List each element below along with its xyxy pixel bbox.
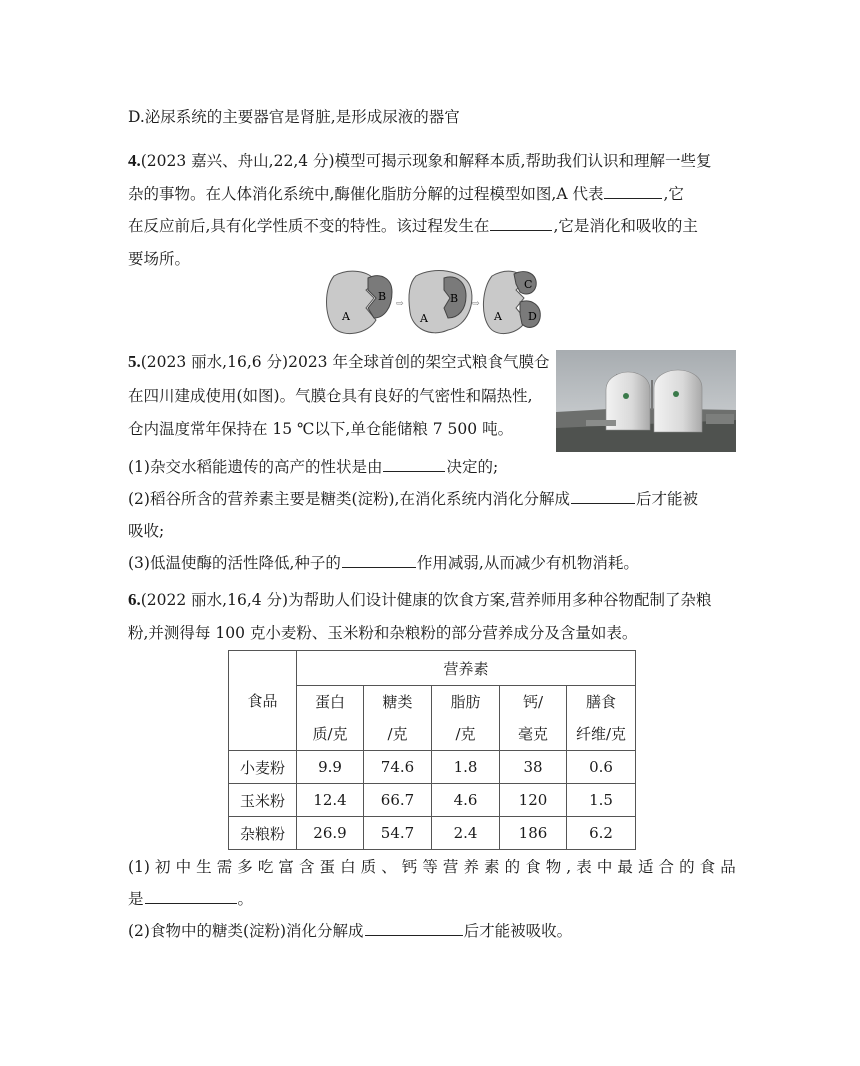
q6-sub-1-char: 富 (278, 858, 294, 876)
table-cell: 1.5 (567, 784, 636, 817)
q6-source: (2022 丽水,16,4 分) (140, 591, 289, 609)
header-fiber: 膳食 纤维/克 (567, 686, 636, 751)
q5-blank-2[interactable] (571, 488, 635, 504)
q6-sub-1-char: 适 (637, 858, 654, 876)
stage-2 (409, 271, 472, 333)
table-cell: 66.7 (364, 784, 432, 817)
q6-sub-1 (128, 856, 736, 878)
header-fat: 脂肪 /克 (432, 686, 500, 751)
table-cell: 38 (500, 751, 567, 784)
q4-number: 4. (128, 151, 141, 170)
label-b-1: B (378, 290, 387, 303)
q5-sub-3: (3)低温使酶的活性降低,种子的 作用减弱,从而减少有机物消耗。 (128, 554, 639, 572)
q5-sub-1: (1)杂交水稻能遗传的高产的性状是由 决定的; (128, 458, 499, 476)
q4-line-3: 在反应前后,具有化学性质不变的特性。该过程发生在 ,它是消化和吸收的主 (128, 217, 698, 235)
table-cell: 26.9 (297, 817, 364, 850)
table-cell: 2.4 (432, 817, 500, 850)
table-row (229, 817, 636, 850)
q6-sub-1-cont: 是 。 (128, 890, 254, 908)
table-cell: 9.9 (297, 751, 364, 784)
table-cell: 1.8 (432, 751, 500, 784)
q6-sub-1-char: 的 (679, 858, 695, 876)
q5-line-3: 仓内温度常年保持在 15 ℃以下,单仓能储粮 7 500 吨。 (128, 420, 514, 438)
q4-source: (2023 嘉兴、舟山,22,4 分) (140, 152, 335, 170)
food-name: 小麦粉 (229, 751, 297, 784)
q5-sub-2: (2)稻谷所含的营养素主要是糖类(淀粉),在消化系统内消化分解成 后才能被 (128, 490, 698, 508)
q6-sub-1-char: 等 (422, 858, 438, 876)
q6-sub-1-char: 钙 (401, 858, 418, 876)
label-a-2: A (420, 312, 428, 325)
q5-blank-1[interactable] (383, 456, 445, 472)
food-header: 食品 (229, 651, 297, 751)
q6-sub-1-char: 中 (596, 858, 613, 876)
table-row (229, 751, 636, 784)
q6-sub-1-char: 最 (617, 858, 633, 876)
q6-sub-1-char: 生 (196, 858, 212, 876)
q5-blank-3[interactable] (342, 552, 416, 568)
label-a-3: A (494, 310, 502, 323)
nutrition-table (228, 650, 636, 850)
q6-sub-1-char: 养 (463, 858, 479, 876)
table-cell: 4.6 (432, 784, 500, 817)
q6-sub-1-char: 中 (175, 858, 192, 876)
table-row (229, 784, 636, 817)
q6-sub-1-char: 含 (298, 858, 315, 876)
q6-sub-1-char: 表 (576, 858, 592, 876)
q3-option-d: D.泌尿系统的主要器官是肾脏,是形成尿液的器官 (128, 108, 460, 126)
q4-line-4: 要场所。 (128, 250, 191, 268)
q6-sub-1-char: 品 (720, 858, 736, 876)
q6-sub-1-char: 物 (545, 858, 562, 876)
food-name: 杂粮粉 (229, 817, 297, 850)
q6-sub-1-char: (1) (128, 858, 150, 876)
table-cell: 54.7 (364, 817, 432, 850)
table-cell: 186 (500, 817, 567, 850)
enzyme-model-diagram (322, 268, 544, 338)
q5-sub-2-cont: 吸收; (128, 522, 165, 540)
q6-line-1: 6.(2022 丽水,16,4 分)为帮助人们设计健康的饮食方案,营养师用多种谷物配制了杂粮 (128, 590, 712, 609)
table-cell: 6.2 (567, 817, 636, 850)
label-b-2: B (450, 292, 459, 305)
arrow-2: ⇨ (472, 299, 480, 309)
q5-number: 5. (128, 352, 141, 371)
q6-line-2: 粉,并测得每 100 克小麦粉、玉米粉和杂粮粉的部分营养成分及含量如表。 (128, 624, 638, 642)
q6-sub-2: (2)食物中的糖类(淀粉)消化分解成 后才能被吸收。 (128, 922, 573, 940)
q6-number: 6. (128, 590, 141, 609)
header-protein: 蛋白 质/克 (297, 686, 364, 751)
table-cell: 0.6 (567, 751, 636, 784)
q4-line-2: 杂的事物。在人体消化系统中,酶催化脂肪分解的过程模型如图,A 代表 ,它 (128, 185, 684, 203)
table-cell: 74.6 (364, 751, 432, 784)
label-c: C (524, 278, 533, 291)
q6-sub-1-char: , (566, 858, 572, 876)
q6-blank-1[interactable] (145, 888, 237, 904)
q6-sub-1-char: 质 (360, 858, 377, 876)
q6-sub-1-char: 需 (216, 858, 233, 876)
q4-blank-2[interactable] (490, 215, 552, 231)
arrow-1: ⇨ (396, 299, 404, 309)
table-cell: 12.4 (297, 784, 364, 817)
food-name: 玉米粉 (229, 784, 297, 817)
stage-3 (483, 271, 540, 333)
table-cell: 120 (500, 784, 567, 817)
q6-sub-1-char: 食 (699, 858, 716, 876)
q6-sub-1-char: 蛋 (319, 858, 336, 876)
nutrient-group-header: 营养素 (297, 651, 636, 686)
q6-sub-1-char: 食 (525, 858, 541, 876)
q5-line-1: 5.(2023 丽水,16,6 分)2023 年全球首创的架空式粮食气膜仓 (128, 352, 550, 371)
air-membrane-silo-photo (556, 350, 736, 452)
silo-right (654, 370, 702, 432)
stage-1 (327, 271, 393, 333)
q5-line-2: 在四川建成使用(如图)。气膜仓具有良好的气密性和隔热性, (128, 387, 533, 405)
q6-sub-1-char: 营 (442, 858, 459, 876)
label-a-1: A (342, 310, 350, 323)
q6-sub-1-char: 合 (658, 858, 675, 876)
q6-sub-1-char: 吃 (257, 858, 274, 876)
q6-sub-1-char: 多 (237, 858, 253, 876)
q5-source: (2023 丽水,16,6 分) (140, 353, 289, 371)
header-carbs: 糖类 /克 (364, 686, 432, 751)
q4-line-1: 4.(2023 嘉兴、舟山,22,4 分)模型可揭示现象和解释本质,帮助我们认识和理解一些复 (128, 151, 712, 170)
q6-sub-1-char: 初 (155, 858, 171, 876)
q6-sub-1-char: 素 (484, 858, 500, 876)
q6-sub-1-char: 、 (381, 858, 397, 876)
q6-sub-1-char: 白 (340, 858, 356, 876)
q6-blank-2[interactable] (365, 920, 463, 936)
label-d: D (528, 310, 537, 323)
header-calcium: 钙/ 毫克 (500, 686, 567, 751)
q4-blank-1[interactable] (604, 183, 662, 199)
q6-sub-1-char: 的 (504, 858, 521, 876)
